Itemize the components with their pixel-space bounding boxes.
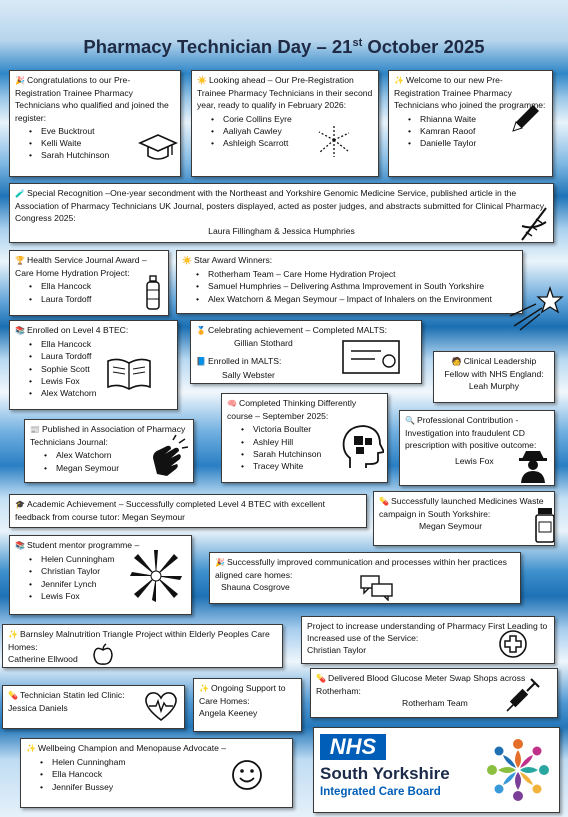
heart-pulse-icon — [143, 690, 179, 722]
list-item: • Ella Hancock — [41, 280, 163, 292]
pharmacy-first-card: Project to increase understanding of Pharmacy First Leading to Increased use of the Service: Christian Taylor — [301, 616, 555, 664]
list-item: • Alex Watchorn — [41, 387, 172, 399]
list-item: • Samuel Humphries – Delivering Asthma Improvement in South Yorkshire — [208, 280, 517, 292]
pill-icon: 💊 — [379, 497, 389, 506]
brain-icon: 🧠 — [227, 399, 237, 408]
party-icon: 🎉 — [15, 76, 25, 85]
list-item: • Ashley Hill — [253, 436, 382, 448]
clapping-hands-icon — [149, 434, 189, 478]
medicines-waste-card: 💊 Successfully launched Medicines Waste campaign in South Yorkshire: Megan Seymour — [373, 491, 555, 546]
list-item: • Danielle Taylor — [420, 137, 547, 149]
list-item: • Alex Watchorn — [56, 449, 188, 461]
list-item: • Sophie Scott — [41, 363, 172, 375]
books-icon: 📚 — [15, 326, 25, 335]
list-item: • Lewis Fox — [41, 375, 172, 387]
graduation-cap-icon: 🎓 — [15, 500, 25, 509]
list-item: • Rotherham Team – Care Home Hydration Project — [208, 268, 517, 280]
student-mentor-card: 📚 Student mentor programme – • Helen Cunningham • Christian Taylor • Jennifer Lynch • Lewis Fox — [9, 535, 192, 615]
welcome-card: ✨ Welcome to our new Pre-Registration Trainee Pharmacy Technicians who joined the programme: • Rhianna Waite • Kamran Raoof • Danielle Taylor — [388, 70, 553, 177]
ongoing-support-card: ✨ Ongoing Support to Care Homes: Angela Keeney — [193, 678, 302, 732]
team-hands-icon — [128, 548, 184, 604]
detective-icon — [518, 447, 548, 483]
smiley-face-icon — [231, 759, 263, 791]
certificate-icon — [341, 337, 411, 377]
water-bottle-icon — [144, 275, 162, 311]
academic-achievement-card: 🎓 Academic Achievement – Successfully completed Level 4 BTEC with excellent feedback from course tutor: Megan Seymour — [9, 494, 367, 528]
list-item: • Sarah Hutchinson — [253, 448, 382, 460]
sparkle-icon: ✨ — [199, 684, 209, 693]
sparkle-icon: ✨ — [8, 630, 18, 639]
list-item: • Jennifer Bussey — [52, 781, 287, 793]
list-item: • Kamran Raoof — [420, 125, 547, 137]
fireworks-icon — [314, 121, 354, 159]
special-names: Laura Fillingham & Jessica Humphries — [208, 225, 355, 236]
test-tube-icon: 🧪 — [15, 189, 25, 198]
pencil-icon — [507, 101, 543, 137]
improved-communication-card: 🎉 Successfully improved communication and processes within her practices aligned care homes: Shauna Cosgrove — [209, 552, 521, 604]
open-book-icon — [104, 353, 154, 393]
btec-enrolled-card: 📚 Enrolled on Level 4 BTEC: • Ella Hancock • Laura Tordoff • Sophie Scott • Lewis Fox • Alex Watchorn — [9, 320, 178, 410]
org-name: South Yorkshire — [320, 764, 450, 783]
list-item: • Laura Tordoff — [41, 350, 172, 362]
list-item: • Ella Hancock — [41, 338, 172, 350]
malts-card: 🏅 Celebrating achievement – Completed MALTS: Gillian Stothard 📘 Enrolled in MALTS: Sally Webster — [190, 320, 422, 384]
list-item: • Tracey White — [253, 460, 382, 472]
puzzle-head-icon — [340, 422, 384, 470]
sparkle-icon: ✨ — [26, 744, 36, 753]
hsj-award-card: 🏆 Health Service Journal Award – Care Home Hydration Project: • Ella Hancock • Laura Tordoff — [9, 250, 169, 316]
thinking-differently-card: 🧠 Completed Thinking Differently course – September 2025: • Victoria Boulter • Ashley Hill • Sarah Hutchinson • Tracey White — [221, 393, 388, 483]
person-icon: 🧑 — [451, 357, 462, 366]
hsj-list — [15, 280, 163, 304]
list-item: • Kelli Waite — [41, 137, 175, 149]
speech-bubbles-icon — [360, 575, 394, 601]
barnsley-card: ✨ Barnsley Malnutrition Triangle Project within Elderly Peoples Care Homes: Catherine Ellwood — [2, 624, 283, 668]
star-awards-card: ☀️ Star Award Winners: • Rotherham Team – Care Home Hydration Project • Samuel Humphries – Delivering Asthma Improvement in South Yorkshire • Alex Watchorn & Megan Seymour – Impact of Inhalers on the Environment — [176, 250, 523, 314]
apple-icon — [91, 643, 115, 667]
congrats-card: 🎉 Congratulations to our Pre-Registration Trainee Pharmacy Technicians who qualified and joined the register: • Eve Bucktrout • Kelli Waite • Sarah Hutchinson — [9, 70, 181, 177]
list-item: • Aaliyah Cawley — [223, 125, 373, 137]
list-item: • Sarah Hutchinson — [41, 149, 175, 161]
community-figures-logo-icon — [482, 734, 554, 806]
trophy-icon: 🏆 — [15, 256, 25, 265]
nhs-logo-card — [313, 727, 560, 813]
published-card: 📰 Published in Association of Pharmacy Technicians Journal: • Alex Watchorn • Megan Seymour — [24, 419, 194, 483]
statin-clinic-card: 💊 Technician Statin led Clinic: Jessica Daniels — [2, 685, 185, 729]
list-item: • Ella Hancock — [52, 768, 287, 780]
list-item: • Lewis Fox — [41, 590, 186, 602]
special-recognition-card: 🧪 Special Recognition –One-year secondment with the Northeast and Yorkshire Genomic Medicine Service, published article in the Association of Pharmacy Technicians UK Journal, posters displayed, acted as poster judges, and abstracts submitted for Clinical Pharmacy Congress 2025: Laura Fillingham & Jessica Humphries — [9, 183, 554, 243]
search-icon: 🔍 — [405, 416, 415, 425]
org-subtitle: Integrated Care Board — [320, 786, 441, 798]
blue-book-icon: 📘 — [196, 357, 206, 367]
list-item: • Megan Seymour — [56, 462, 188, 474]
shooting-star-icon — [506, 286, 564, 334]
list-item: • Laura Tordoff — [41, 293, 163, 305]
sparkle-icon: ✨ — [394, 76, 404, 85]
page-title: Pharmacy Technician Day – 21st October 2025 — [83, 36, 485, 57]
list-item: • Eve Bucktrout — [41, 125, 175, 137]
books-icon: 📚 — [15, 541, 25, 550]
list-item: • Corie Collins Eyre — [223, 113, 373, 125]
pill-icon: 💊 — [316, 674, 326, 683]
pill-bottle-icon — [534, 506, 555, 544]
medal-icon: 🏅 — [196, 326, 206, 335]
newspaper-icon: 📰 — [30, 425, 40, 434]
looking-ahead-card: ☀️ Looking ahead – Our Pre-Registration Trainee Pharmacy Technicians in their second year, ready to qualify in February 2026: • Corie Collins Eyre • Aaliyah Cawley • Ashleigh Scarrott — [191, 70, 379, 177]
syringe-icon — [505, 677, 541, 713]
list-item: • Rhianna Waite — [420, 113, 547, 125]
list-item: • Victoria Boulter — [253, 423, 382, 435]
list-item: • Alex Watchorn & Megan Seymour – Impact of Inhalers on the Environment — [208, 293, 517, 305]
medical-cross-icon — [498, 629, 528, 659]
nhs-logo: NHS — [320, 734, 386, 760]
list-item: • Jennifer Lynch — [41, 578, 186, 590]
party-icon: 🎉 — [215, 558, 225, 567]
list-item: • Christian Taylor — [41, 565, 186, 577]
dna-icon — [518, 206, 550, 242]
sun-icon: ☀️ — [182, 256, 192, 265]
wellbeing-champion-card: ✨ Wellbeing Champion and Menopause Advocate – • Helen Cunningham • Ella Hancock • Jennifer Bussey — [20, 738, 293, 808]
blood-glucose-card: 💊 Delivered Blood Glucose Meter Swap Shops across Rotherham: Rotherham Team — [310, 668, 558, 718]
sun-icon: ☀️ — [197, 76, 207, 85]
professional-contribution-card: 🔍 Professional Contribution - Investigation into fraudulent CD prescription with positive outcome: Lewis Fox — [399, 410, 555, 486]
list-item: • Helen Cunningham — [52, 756, 287, 768]
list-item: • Ashleigh Scarrott — [223, 137, 373, 149]
list-item: • Helen Cunningham — [41, 553, 186, 565]
graduation-cap-icon — [138, 131, 178, 165]
pill-icon: 💊 — [8, 691, 18, 700]
clinical-leadership-card: 🧑 Clinical Leadership Fellow with NHS England: Leah Murphy — [433, 351, 555, 403]
star-list — [182, 268, 517, 305]
